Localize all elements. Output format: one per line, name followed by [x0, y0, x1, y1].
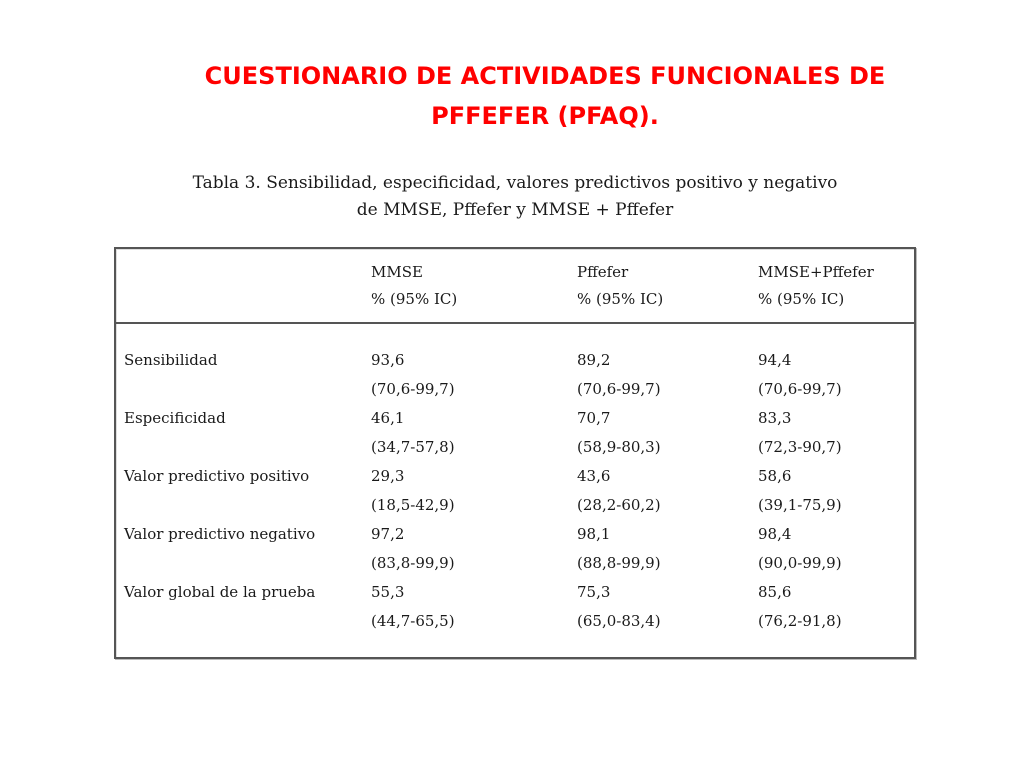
slide-title-line-1: CUESTIONARIO DE ACTIVIDADES FUNCIONALES DE	[204, 62, 886, 90]
table-caption-line-1: Tabla 3. Sensibilidad, especificidad, valores predictivos positivo y negativo	[192, 173, 838, 193]
table-cell	[577, 520, 661, 578]
column-header-name: Pffefer	[577, 263, 629, 281]
table-cell	[758, 520, 842, 578]
cell-value: 98,4	[758, 525, 792, 543]
slide-title-line-2: PFFEFER (PFAQ).	[431, 102, 659, 130]
cell-ci: (90,0-99,9)	[758, 554, 842, 572]
cell-ci: (76,2-91,8)	[758, 612, 842, 630]
cell-ci: (18,5-42,9)	[371, 496, 455, 514]
cell-value: 89,2	[577, 351, 611, 369]
cell-value: 46,1	[371, 409, 405, 427]
table-cell	[758, 346, 842, 404]
cell-value: 94,4	[758, 351, 792, 369]
column-header-unit: % (95% IC)	[758, 290, 845, 308]
table-cell	[371, 462, 455, 520]
cell-ci: (70,6-99,7)	[371, 380, 455, 398]
column-header-mmse	[371, 259, 457, 313]
table-header-row	[116, 249, 914, 324]
table-cell	[371, 404, 455, 462]
results-table	[114, 247, 916, 659]
slide-title	[80, 56, 1010, 136]
column-header-name: MMSE	[371, 263, 423, 281]
row-label-especificidad: Especificidad	[124, 409, 226, 427]
cell-ci: (83,8-99,9)	[371, 554, 455, 572]
cell-ci: (28,2-60,2)	[577, 496, 661, 514]
column-header-name: MMSE+Pffefer	[758, 263, 874, 281]
cell-ci: (72,3-90,7)	[758, 438, 842, 456]
table-cell	[371, 520, 455, 578]
table-cell	[758, 462, 842, 520]
cell-ci: (44,7-65,5)	[371, 612, 455, 630]
cell-ci: (58,9-80,3)	[577, 438, 661, 456]
table-cell	[371, 346, 455, 404]
cell-ci: (39,1-75,9)	[758, 496, 842, 514]
row-label-valor-predictivo-positivo: Valor predictivo positivo	[124, 467, 310, 485]
table-cell	[577, 578, 661, 636]
cell-value: 58,6	[758, 467, 792, 485]
cell-value: 55,3	[371, 583, 405, 601]
table-caption-line-2: de MMSE, Pffefer y MMSE + Pffefer	[356, 200, 674, 220]
row-label-valor-global: Valor global de la prueba	[124, 583, 316, 601]
cell-value: 98,1	[577, 525, 611, 543]
cell-ci: (65,0-83,4)	[577, 612, 661, 630]
table-cell	[371, 578, 455, 636]
cell-ci: (70,6-99,7)	[577, 380, 661, 398]
cell-value: 97,2	[371, 525, 405, 543]
cell-value: 29,3	[371, 467, 405, 485]
cell-value: 43,6	[577, 467, 611, 485]
table-cell	[758, 578, 842, 636]
cell-ci: (70,6-99,7)	[758, 380, 842, 398]
column-header-pffefer	[577, 259, 663, 313]
column-header-mmse-pffefer	[758, 259, 874, 313]
cell-value: 75,3	[577, 583, 611, 601]
cell-value: 70,7	[577, 409, 611, 427]
cell-value: 93,6	[371, 351, 405, 369]
cell-value: 83,3	[758, 409, 792, 427]
cell-ci: (34,7-57,8)	[371, 438, 455, 456]
table-caption	[150, 170, 880, 224]
cell-ci: (88,8-99,9)	[577, 554, 661, 572]
cell-value: 85,6	[758, 583, 792, 601]
table-cell	[577, 462, 661, 520]
row-label-sensibilidad: Sensibilidad	[124, 351, 218, 369]
table-cell	[758, 404, 842, 462]
row-label-valor-predictivo-negativo: Valor predictivo negativo	[124, 525, 316, 543]
column-header-unit: % (95% IC)	[577, 290, 664, 308]
column-header-unit: % (95% IC)	[371, 290, 458, 308]
table-cell	[577, 346, 661, 404]
table-cell	[577, 404, 661, 462]
